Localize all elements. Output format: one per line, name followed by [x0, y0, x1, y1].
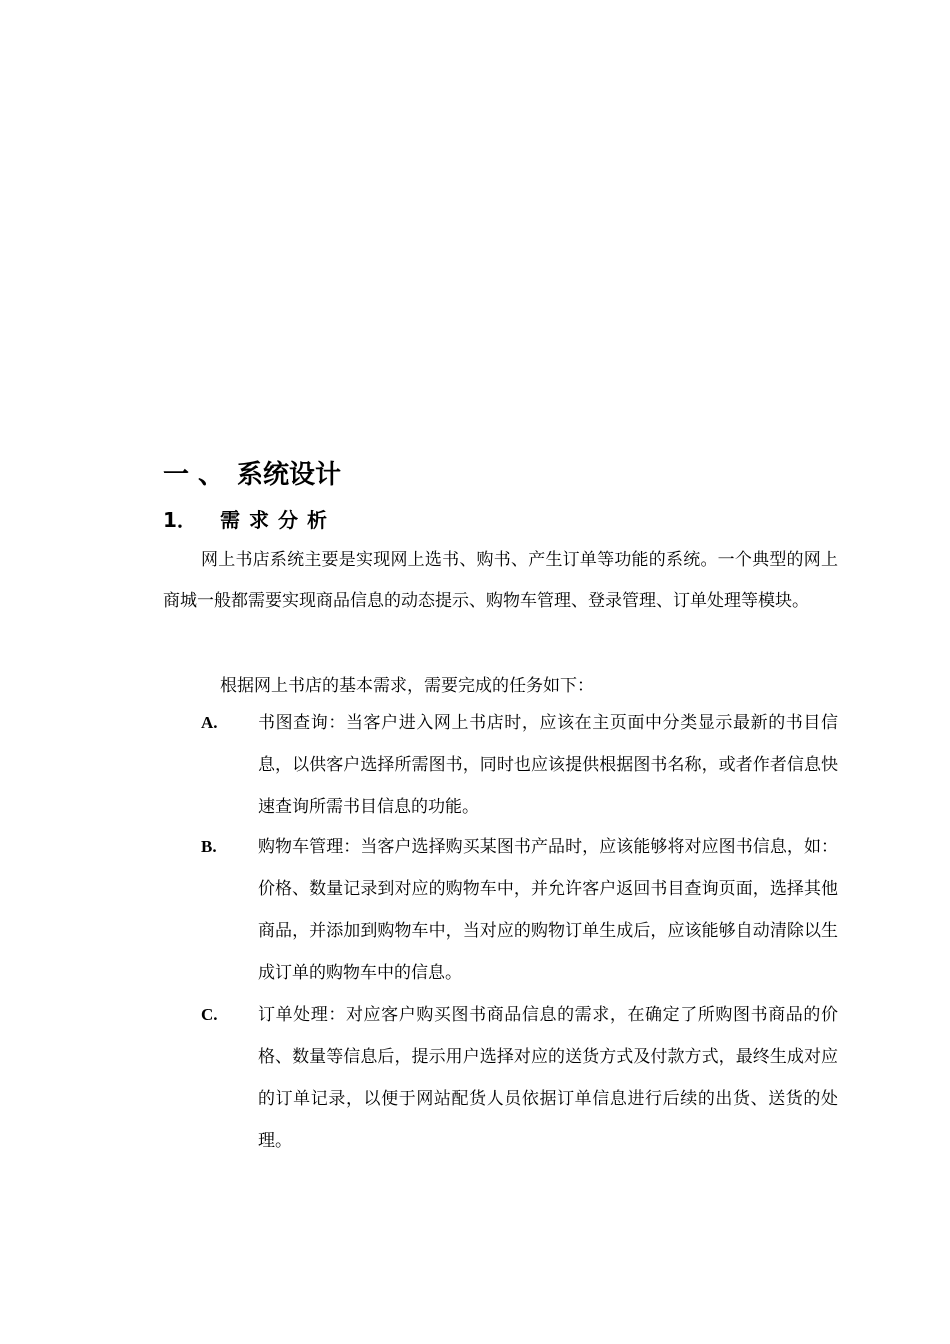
- list-item-text: 订单处理：对应客户购买图书商品信息的需求，在确定了所购图书商品的价格、数量等信息后，提示用户选择对应的送货方式及付款方式，最终生成对应的订单记录，以便于网站配货人员依据订单信息进行后续的出货、送货的处理。: [258, 1005, 838, 1151]
- requirements-intro: 根据网上书店的基本需求，需要完成的任务如下：: [220, 676, 594, 696]
- section-number: 一 、: [163, 460, 225, 490]
- list-item-letter: C.: [201, 1005, 218, 1024]
- section-title: 系统设计: [237, 460, 342, 490]
- list-item-letter: A.: [201, 713, 218, 732]
- subsection-heading: [163, 503, 336, 537]
- section-heading: [163, 455, 341, 495]
- intro-paragraph: 网上书店系统主要是实现网上选书、购书、产生订单等功能的系统。一个典型的网上商城一般都需要实现商品信息的动态提示、购物车管理、登录管理、订单处理等模块。: [163, 550, 838, 611]
- subsection-number: 1．: [163, 508, 197, 532]
- subsection-title: 需求分析: [220, 508, 336, 532]
- list-item-text: 购物车管理：当客户选择购买某图书产品时，应该能够将对应图书信息，如：价格、数量记录到对应的购物车中，并允许客户返回书目查询页面，选择其他商品，并添加到购物车中，当对应的购物订单生成后，应该能够自动清除以生成订单的购物车中的信息。: [258, 837, 838, 983]
- list-item-letter: B.: [201, 837, 217, 856]
- list-item-text: 书图查询：当客户进入网上书店时，应该在主页面中分类显示最新的书目信息，以供客户选择所需图书，同时也应该提供根据图书名称，或者作者信息快速查询所需书目信息的功能。: [258, 713, 838, 817]
